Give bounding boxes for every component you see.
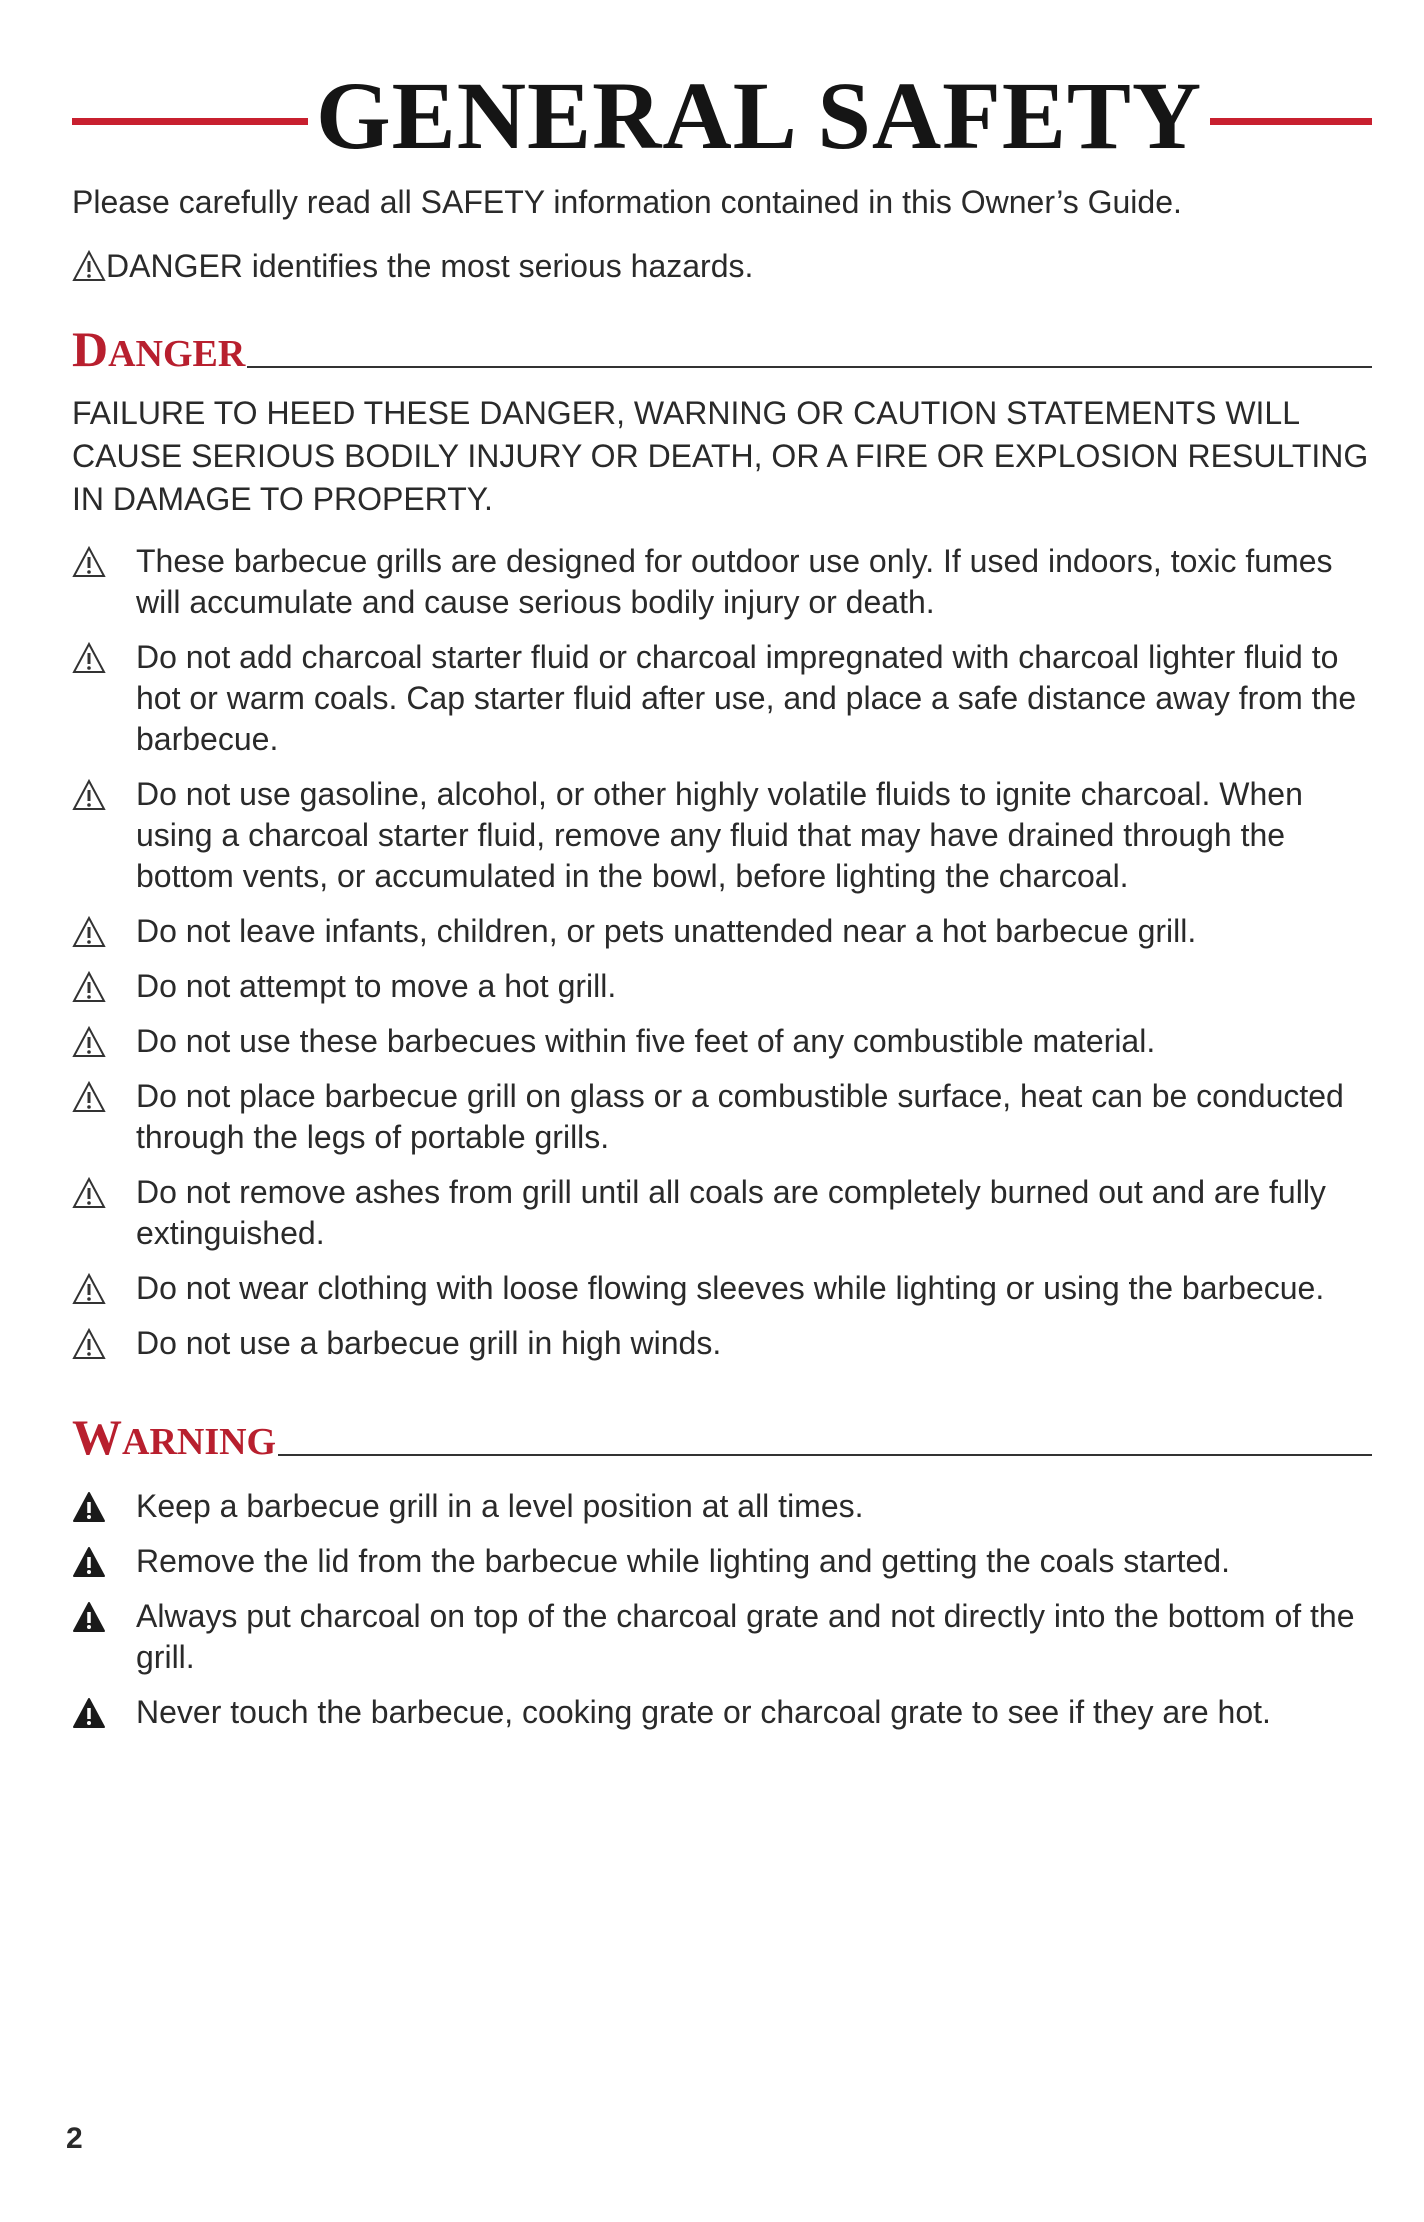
danger-item	[72, 911, 1372, 952]
danger-item-text: These barbecue grills are designed for outdoor use only. If used indoors, toxic fumes will accumulate and cause serious bodily injury or death.	[136, 543, 1333, 620]
warning-triangle-outline-icon	[72, 1076, 136, 1117]
warning-item-text: Never touch the barbecue, cooking grate or charcoal grate to see if they are hot.	[136, 1694, 1271, 1730]
danger-heading	[72, 320, 1372, 378]
danger-item-text: Do not leave infants, children, or pets unattended near a hot barbecue grill.	[136, 913, 1197, 949]
intro-text: Please carefully read all SAFETY information contained in this Owner’s Guide.	[72, 184, 1182, 220]
danger-item	[72, 774, 1372, 897]
danger-item-text: Do not use a barbecue grill in high winds.	[136, 1325, 722, 1361]
danger-item-text: Do not remove ashes from grill until all coals are completely burned out and are fully extinguished.	[136, 1174, 1326, 1251]
warning-triangle-outline-icon	[72, 966, 136, 1007]
warning-triangle-outline-icon	[72, 637, 136, 678]
warning-triangle-outline-icon	[72, 774, 136, 815]
warning-item	[72, 1692, 1372, 1733]
danger-item	[72, 1172, 1372, 1254]
danger-item-text: Do not add charcoal starter fluid or charcoal impregnated with charcoal lighter fluid to hot or warm coals. Cap starter fluid after use, and place a safe distance away from the barbecue.	[136, 639, 1357, 757]
danger-item-text: Do not attempt to move a hot grill.	[136, 968, 617, 1004]
warning-triangle-outline-icon	[72, 911, 136, 952]
warning-triangle-filled-icon	[72, 1692, 136, 1733]
warning-heading-label: WARNING	[72, 1409, 277, 1465]
warning-item	[72, 1541, 1372, 1582]
warning-triangle-filled-icon	[72, 1541, 136, 1582]
title-rule-right	[1210, 118, 1372, 125]
danger-item-text: Do not use gasoline, alcohol, or other highly volatile fluids to ignite charcoal. When using a charcoal starter fluid, remove any fluid that may have drained through the bottom vents, or accumulated in the bowl, before lighting the charcoal.	[136, 776, 1303, 894]
title-rule-left	[72, 118, 308, 125]
danger-item	[72, 637, 1372, 760]
warning-triangle-filled-icon	[72, 1486, 136, 1527]
warning-item-text: Remove the lid from the barbecue while lighting and getting the coals started.	[136, 1543, 1230, 1579]
page-title: GENERAL SAFETY	[316, 61, 1203, 169]
danger-item	[72, 1323, 1372, 1364]
warning-triangle-outline-icon	[72, 1323, 136, 1364]
danger-item-text: Do not use these barbecues within five feet of any combustible material.	[136, 1023, 1156, 1059]
danger-heading-rule	[247, 366, 1372, 368]
danger-item	[72, 1021, 1372, 1062]
title-row	[72, 60, 1372, 170]
warning-item	[72, 1486, 1372, 1527]
warning-item-text: Always put charcoal on top of the charcoal grate and not directly into the bottom of the grill.	[136, 1598, 1355, 1675]
danger-heading-label: DANGER	[72, 321, 246, 377]
danger-item	[72, 541, 1372, 623]
warning-triangle-filled-icon	[72, 1596, 136, 1637]
danger-item	[72, 966, 1372, 1007]
warning-triangle-outline-icon	[72, 1172, 136, 1213]
page-number: 2	[66, 2122, 83, 2155]
danger-note-text: DANGER identifies the most serious hazards.	[106, 248, 754, 284]
warning-triangle-outline-icon	[72, 250, 106, 282]
warning-triangle-outline-icon	[72, 541, 136, 582]
danger-note	[72, 244, 1372, 288]
manual-page	[72, 60, 1372, 1747]
warning-list	[72, 1486, 1372, 1733]
warning-triangle-outline-icon	[72, 1268, 136, 1309]
warning-item	[72, 1596, 1372, 1678]
danger-list	[72, 541, 1372, 1364]
danger-item-text: Do not place barbecue grill on glass or a combustible surface, heat can be conducted through the legs of portable grills.	[136, 1078, 1344, 1155]
warning-item-text: Keep a barbecue grill in a level position at all times.	[136, 1488, 864, 1524]
warning-triangle-outline-icon	[72, 1021, 136, 1062]
danger-statement: FAILURE TO HEED THESE DANGER, WARNING OR CAUTION STATEMENTS WILL CAUSE SERIOUS BODILY INJURY OR DEATH, OR A FIRE OR EXPLOSION RESULTING IN DAMAGE TO PROPERTY.	[72, 395, 1369, 517]
warning-heading	[72, 1408, 1372, 1466]
danger-item	[72, 1268, 1372, 1309]
danger-item	[72, 1076, 1372, 1158]
warning-heading-rule	[278, 1454, 1372, 1456]
danger-item-text: Do not wear clothing with loose flowing sleeves while lighting or using the barbecue.	[136, 1270, 1325, 1306]
